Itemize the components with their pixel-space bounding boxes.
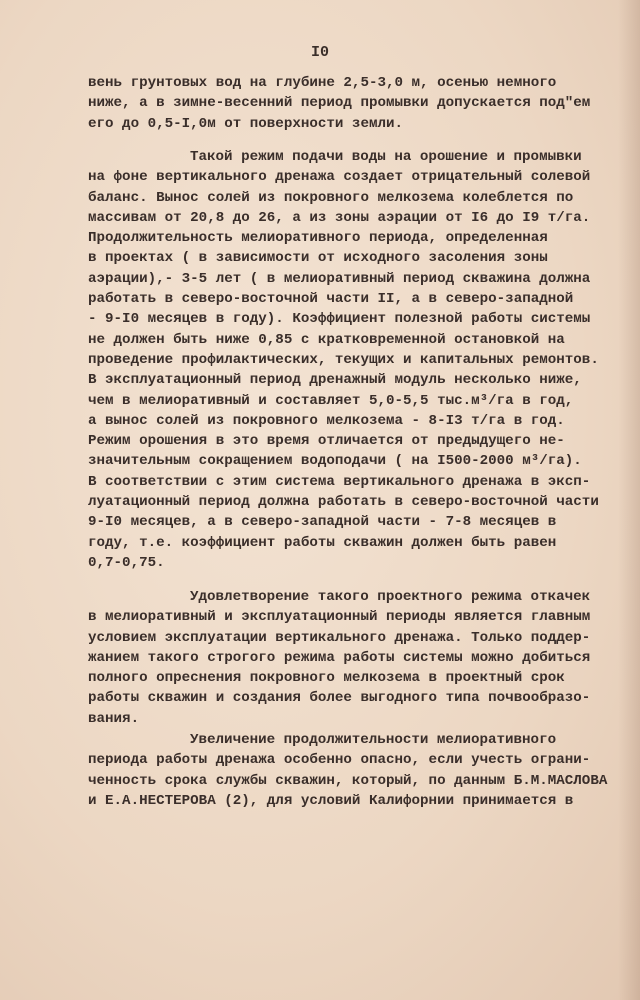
paragraph-3: [88, 587, 590, 729]
text-line: периода работы дренажа особенно опасно, если учесть ограни-: [88, 752, 591, 769]
page-number: I0: [310, 44, 329, 61]
text-line: Режим орошения в это время отличается от предыдущего не-: [88, 433, 565, 450]
text-line: Увеличение продолжительности мелиоративного: [190, 732, 557, 748]
text-line: В эксплуатационный период дренажный модуль несколько ниже,: [88, 372, 582, 389]
paragraph-1: [88, 73, 590, 134]
text-line: ниже, а в зимне-весенний период промывки допускается под"ем: [88, 95, 591, 112]
text-line: в проектах ( в зависимости от исходного засоления зоны: [88, 250, 548, 267]
text-line: в мелиоративный и эксплуатационный периоды является главным: [88, 609, 591, 626]
paragraph-2: [88, 147, 599, 573]
text-line: году, т.е. коэффициент работы скважин должен быть равен: [88, 534, 557, 551]
text-line: аэрации),- 3-5 лет ( в мелиоративный период скважина должна: [88, 270, 591, 287]
text-line: луатационный период должна работать в северо-восточной части: [88, 494, 599, 511]
text-line: вень грунтовых вод на глубине 2,5-3,0 м, осенью немного: [88, 75, 557, 91]
text-line: полного опреснения покровного мелкозема в проектный срок: [88, 670, 565, 687]
text-line: работы скважин и создания более выгодного типа почвообразо-: [88, 690, 591, 707]
text-line: вания.: [88, 710, 140, 727]
text-line: Продолжительность мелиоративного периода, определенная: [88, 230, 548, 247]
page-edge-shadow: [618, 0, 640, 1000]
text-line: чем в мелиоративный и составляет 5,0-5,5 тыс.м³/га в год,: [88, 392, 574, 409]
text-line: его до 0,5-I,0м от поверхности земли.: [88, 115, 404, 132]
text-line: баланс. Вынос солей из покровного мелкозема колеблется по: [88, 189, 574, 206]
text-line: значительным сокращением водоподачи ( на I500-2000 м³/га).: [88, 453, 582, 470]
text-line: а вынос солей из покровного мелкозема - 8-I3 т/га в год.: [88, 412, 565, 429]
text-line: жанием такого строгого режима работы системы можно добиться: [88, 649, 591, 666]
text-line: на фоне вертикального дренажа создает отрицательный солевой: [88, 169, 591, 186]
paragraph-4: [88, 730, 607, 811]
text-line: проведение профилактических, текущих и капитальных ремонтов.: [88, 351, 599, 368]
text-line: ченность срока службы скважин, который, по данным Б.М.МАСЛОВА: [88, 772, 608, 789]
text-line: В соответствии с этим система вертикального дренажа в эксп-: [88, 473, 591, 490]
text-line: массивам от 20,8 до 26, а из зоны аэрации от I6 до I9 т/га.: [88, 209, 591, 226]
text-line: работать в северо-восточной части II, а в северо-западной: [88, 291, 574, 308]
text-line: Такой режим подачи воды на орошение и промывки: [190, 149, 582, 165]
text-line: 9-I0 месяцев, а в северо-западной части - 7-8 месяцев в: [88, 514, 557, 531]
text-line: 0,7-0,75.: [88, 554, 165, 571]
text-line: и Е.А.НЕСТЕРОВА (2), для условий Калифорнии принимается в: [88, 792, 574, 809]
text-line: условием эксплуатации вертикального дренажа. Только поддер-: [88, 629, 591, 646]
text-line: - 9-I0 месяцев в году). Коэффициент полезной работы системы: [88, 311, 591, 328]
text-line: Удовлетворение такого проектного режима откачек: [190, 589, 591, 605]
text-line: не должен быть ниже 0,85 с кратковременной остановкой на: [88, 331, 565, 348]
